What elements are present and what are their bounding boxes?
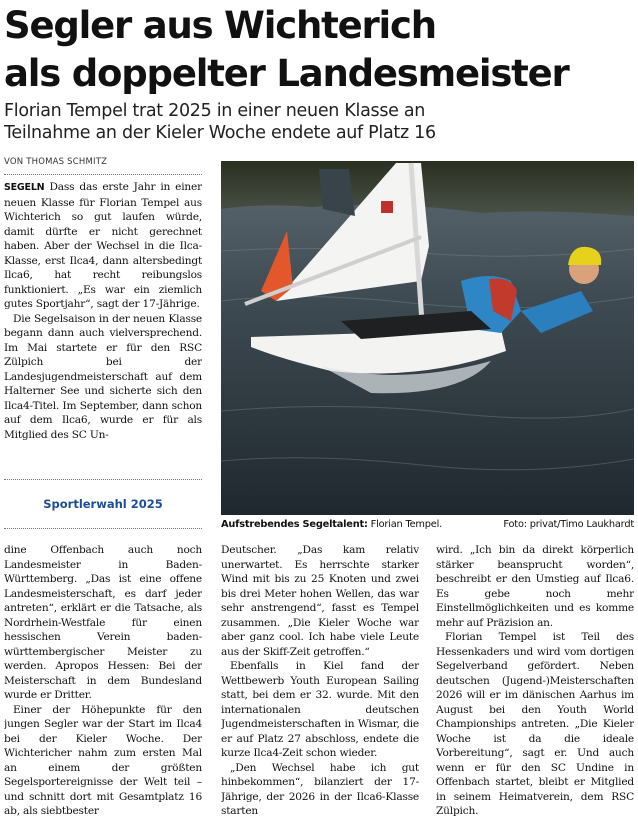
caption-title: Aufstrebendes Segeltalent: [221,519,368,530]
paragraph: SEGELN Dass das erste Jahr in einer neuen Klasse für Florian Tempel aus Wichterich so gut laufen würde, damit dürfte er nicht gerechnet haben. Aber der Wechsel in die Ilca-Klasse, erst Ilca4, dann altersbedingt Ilca6, hat recht reibungslos funktioniert. „Es war ein ziemlich gutes Sportjahr“, sagt der 17-Jährige. [4,181,202,310]
photo-caption [221,519,634,530]
divider [4,479,202,480]
subheadline [4,100,634,144]
kicker: SEGELN [4,182,45,193]
column-2 [221,543,419,818]
column-1 [4,543,202,818]
sidebar-label: Sportlerwahl 2025 [43,497,163,511]
subhead-line-1: Florian Tempel trat 2025 in einer neuen Klasse an [4,101,426,121]
byline: VON THOMAS SCHMITZ [4,157,108,167]
caption-text: Florian Tempel. [367,519,443,530]
paragraph: Florian Tempel ist Teil des Hessenkaders und wird vom dortigen Segelverband gefördert. Neben deutschen (Jugend-)Meisterschaften 2026 will er im dänischen Aarhus im August bei den Youth World Championships antreten. „Die Kieler Woche ist da die ideale Vorbereitung“, sagt er. Und auch wenn er für den SC Undine in Offenbach startet, bleibt er Mitglied in seinem Heimatverein, dem RSC Zülpich. [436,631,634,817]
photo-credit: Foto: privat/Timo Laukhardt [503,519,634,530]
paragraph: wird. „Ich bin da direkt körperlich stärker beansprucht worden“, beschreibt er den Umstieg auf Ilca6. Es gebe noch mehr Einstellmöglichkeiten und es komme mehr auf Präzision an. [436,544,634,629]
subhead-line-2: Teilnahme an der Kieler Woche endete auf Platz 16 [4,123,436,143]
paragraph: „Den Wechsel habe ich gut hinbekommen“, bilanziert der 17-Jährige, der 2026 in der Ilca6-Klasse starten [221,761,419,817]
headline [4,2,634,98]
photo-sailor [221,161,634,515]
paragraph: dine Offenbach auch noch Landesmeister in Baden-Württemberg. „Das ist eine offene Landesmeisterschaft, es darf jeder antreten“, erklärt er die Tatsache, als Nordrhein-Westfale für einen hessischen Verein baden-württembergischer Meister zu werden. Apropos Hessen: Bei der Meisterschaft in dem Bundesland wurde er Dritter. [4,544,202,701]
headline-line-2: als doppelter Landesmeister [4,52,569,95]
paragraph: Deutscher. „Das kam relativ unerwartet. Es herrschte starker Wind mit bis zu 25 Knoten und zwei bis drei Meter hohen Wellen, das war sehr anstrengend“, fasst es Tempel zusammen. „Die Kieler Woche war aber ganz cool. Ich habe viele Leute aus der Skiff-Zeit getroffen.“ [221,544,419,658]
paragraph: Die Segelsaison in der neuen Klasse begann dann auch vielversprechend. Im Mai startete er für den RSC Zülpich bei der Landesjugendmeisterschaft auf dem Halterner See und sicherte sich den Ilca4-Titel. Im September, dann schon auf dem Ilca6, wurde er für als Mitglied des SC Un- [4,312,202,441]
column-intro [4,180,202,475]
headline-line-1: Segler aus Wichterich [4,4,436,47]
paragraph: Ebenfalls in Kiel fand der Wettbewerb Youth European Sailing statt, bei dem er 32. wurde. Mit den internationalen deutschen Jugendmeisterschaften in Wismar, die er auf Platz 27 abschloss, endete die kurze Ilca4-Zeit schon wieder. [221,660,419,759]
column-3 [436,543,634,818]
paragraph: Einer der Höhepunkte für den jungen Segler war der Start im Ilca4 bei der Kieler Woche. Der Wichtericher nahm zum ersten Mal an einem der größten Segelsportereignisse der Welt teil – und schnitt dort mit Gesamtplatz 16 ab, als siebtbester [4,703,202,817]
divider [4,174,202,175]
divider [4,528,202,529]
